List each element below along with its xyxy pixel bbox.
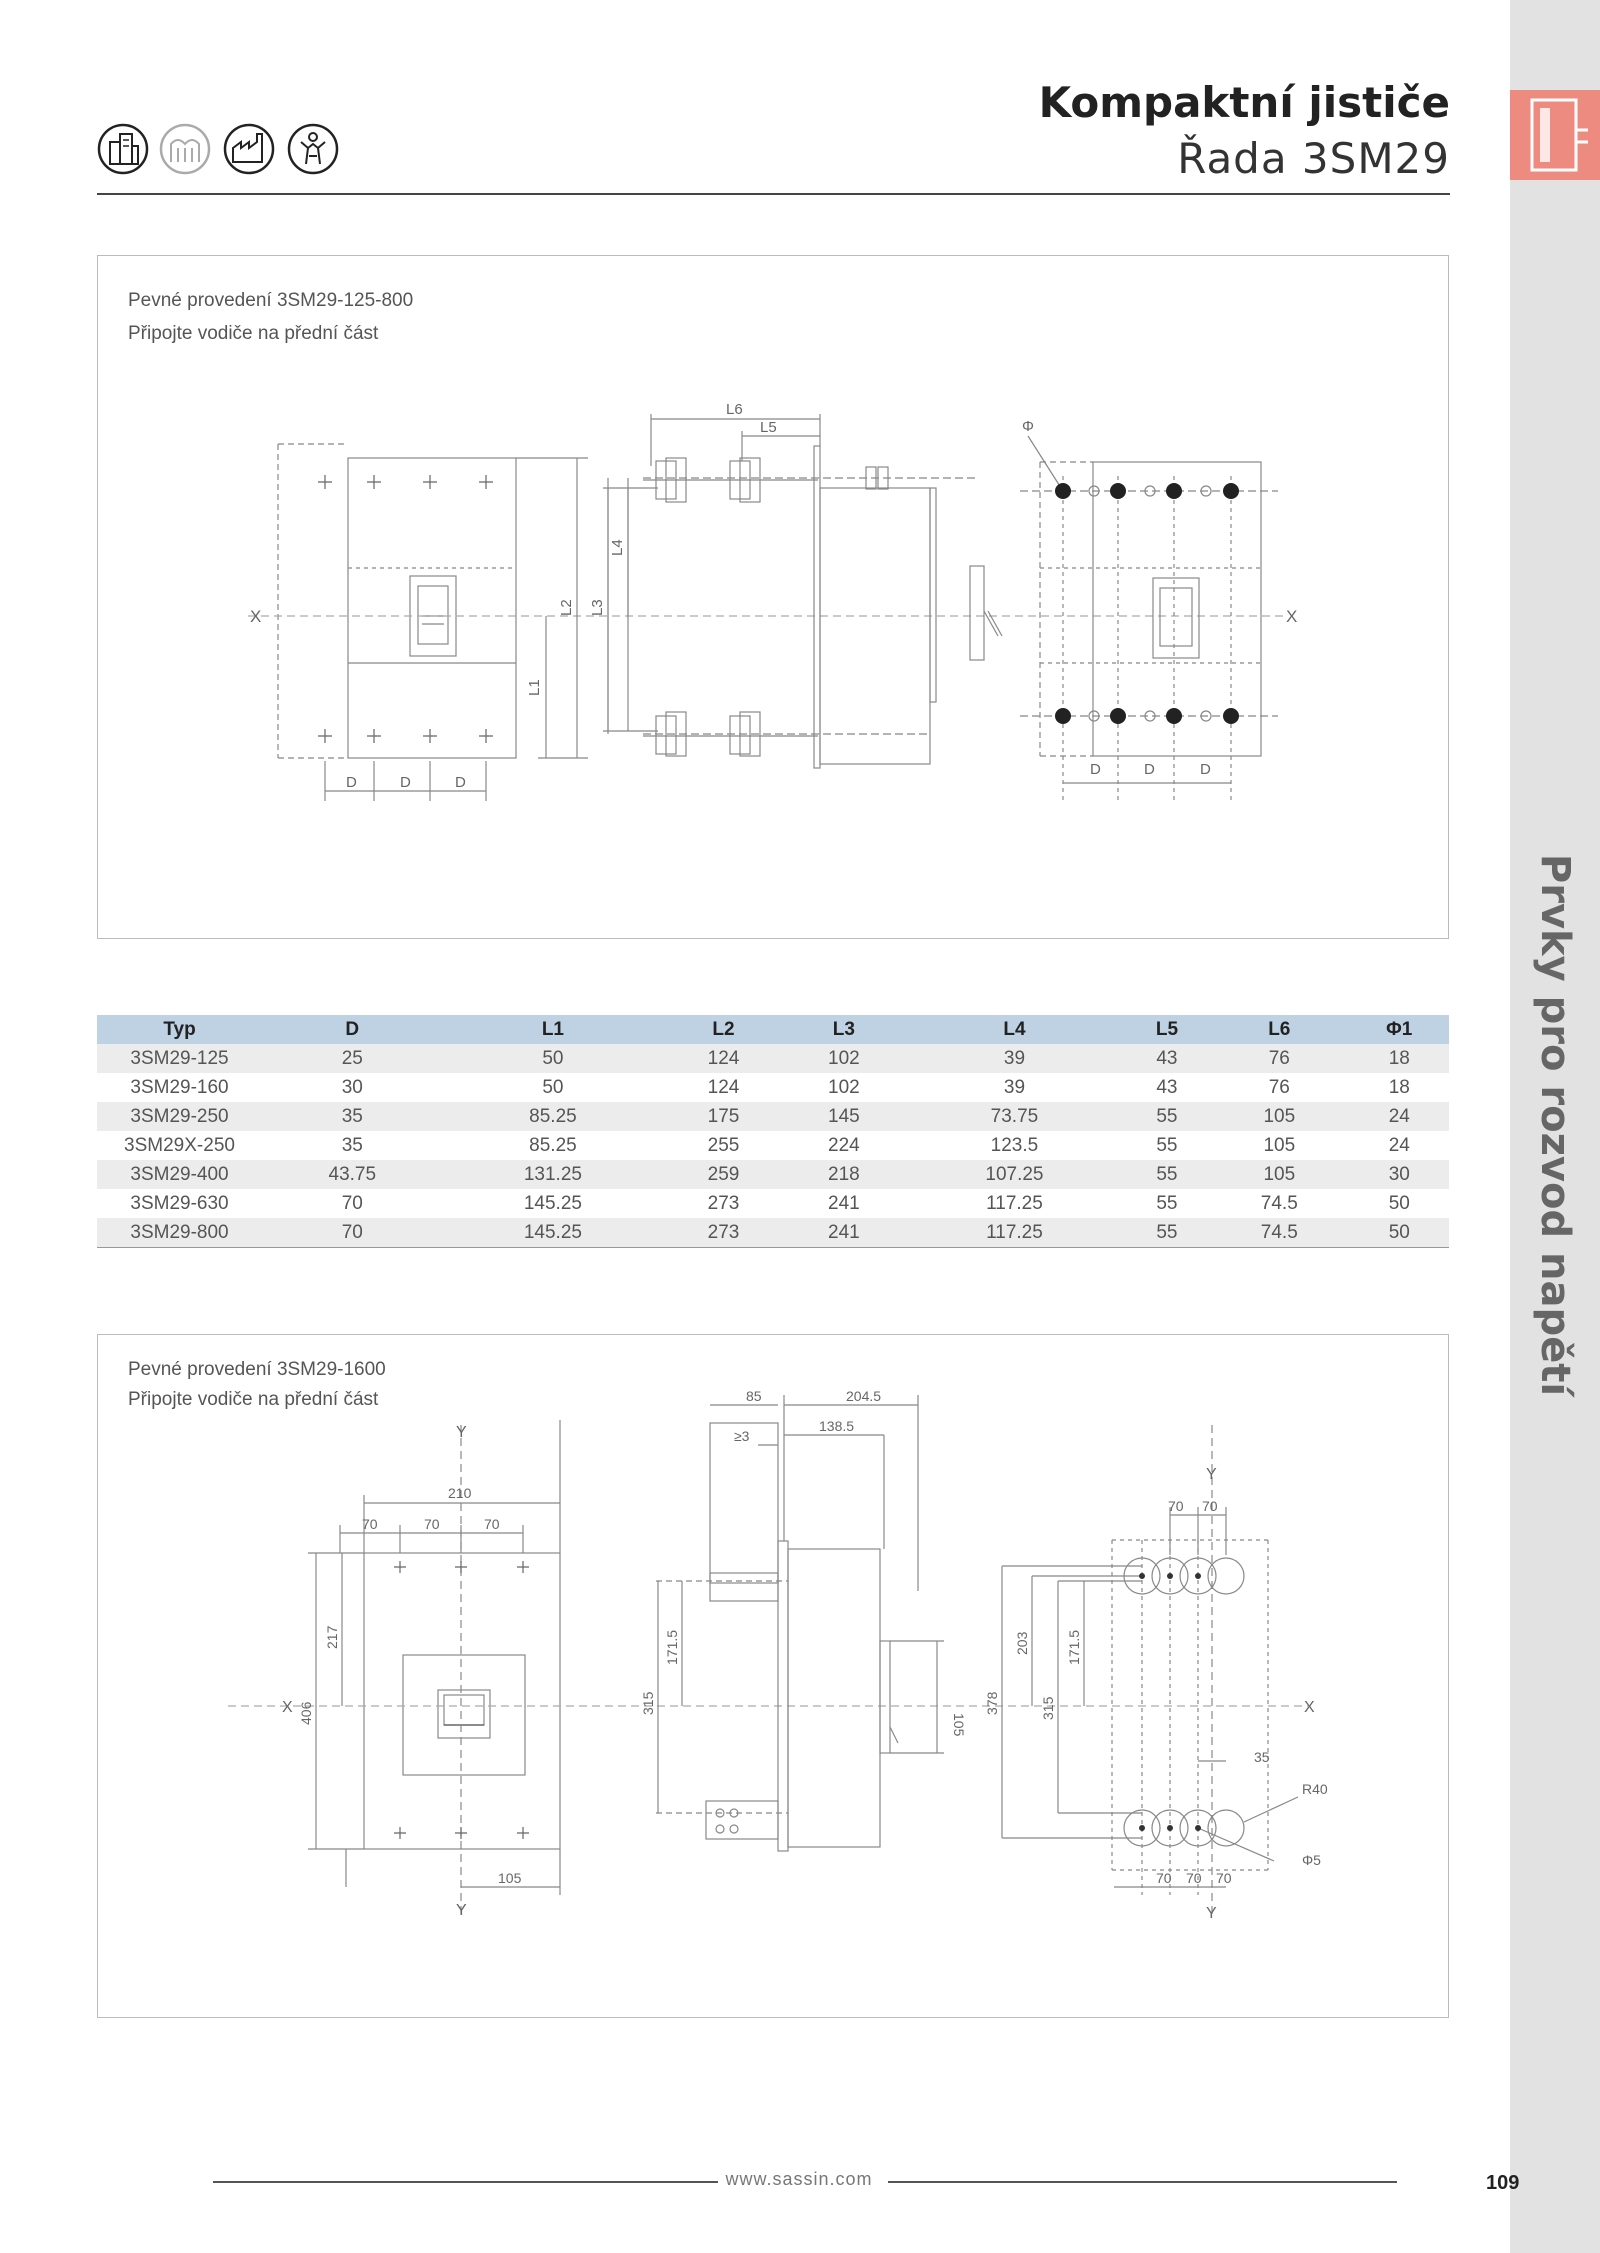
cell: 55 — [1125, 1160, 1209, 1189]
table-row — [97, 1073, 1449, 1102]
dimension-drawing-1600 — [98, 1335, 1448, 2017]
dimensions-table — [97, 1015, 1449, 1248]
panel-caption-title: Pevné provedení 3SM29-125-800 — [128, 290, 414, 311]
phi-dim-label: Φ — [1022, 418, 1034, 435]
cell: 73.75 — [904, 1102, 1125, 1131]
dim-315: 315 — [640, 1691, 656, 1715]
cell: 74.5 — [1209, 1218, 1349, 1248]
l3-dim-label: L3 — [589, 599, 606, 616]
dim-171-5: 171.5 — [664, 1629, 680, 1665]
dim-105: 105 — [951, 1713, 967, 1737]
cell: 145.25 — [443, 1218, 664, 1248]
front-view — [228, 1420, 1308, 1915]
cell: 117.25 — [986, 1192, 1043, 1214]
breaker-icon — [1510, 90, 1600, 180]
page-subtitle: Řada 3SM29 — [1177, 134, 1450, 183]
x-axis-label: X — [1286, 607, 1298, 626]
col-l2: L2 — [663, 1015, 783, 1044]
dim-70: 70 — [424, 1516, 440, 1532]
dim-ge3: ≥3 — [734, 1428, 750, 1444]
l4-dim-label: L4 — [609, 539, 626, 556]
dim-35: 35 — [1254, 1749, 1270, 1765]
dim-70: 70 — [1216, 1870, 1232, 1886]
l2-dim-label: L2 — [558, 599, 575, 616]
y-axis-label: Y — [1206, 1905, 1217, 1922]
footer-rule — [888, 2181, 1397, 2183]
dim-105: 105 — [498, 1870, 522, 1886]
drawing-panel-1600 — [97, 1334, 1449, 2018]
col-l4: L4 — [904, 1015, 1125, 1044]
cell: 43.75 — [262, 1160, 443, 1189]
cell: 76 — [1209, 1044, 1349, 1073]
cell-typ: 3SM29-250 — [97, 1102, 262, 1131]
cell: 145.25 — [523, 1192, 582, 1214]
person-icon — [289, 125, 337, 173]
cell-typ: 3SM29-400 — [97, 1160, 262, 1189]
cell: 102 — [784, 1044, 904, 1073]
cell: 241 — [828, 1192, 860, 1214]
industry-icon — [161, 125, 209, 173]
cell: 18 — [1388, 1076, 1410, 1098]
l1-dim-label: L1 — [526, 679, 543, 696]
section-title: Prvky pro rozvod napětí — [1532, 853, 1578, 1397]
cell: 218 — [784, 1160, 904, 1189]
cell: 50 — [542, 1076, 564, 1098]
cell: 123.5 — [990, 1134, 1039, 1156]
cell: 102 — [828, 1076, 860, 1098]
cell: 107.25 — [904, 1160, 1125, 1189]
dim-70: 70 — [1156, 1870, 1172, 1886]
d-dim-label: D — [1090, 761, 1101, 778]
col-l6: L6 — [1209, 1015, 1349, 1044]
cell: 50 — [1350, 1218, 1449, 1248]
col-l1: L1 — [443, 1015, 664, 1044]
dim-138-5: 138.5 — [819, 1418, 855, 1434]
panel-caption-note: Připojte vodiče na přední část — [128, 1389, 379, 1410]
page-title: Kompaktní jističe — [1038, 78, 1450, 127]
cell: 105 — [1209, 1102, 1349, 1131]
cell: 50 — [443, 1044, 664, 1073]
cell: 55 — [1125, 1102, 1209, 1131]
cell: 105 — [1209, 1160, 1349, 1189]
front-view — [248, 444, 1288, 801]
panel-caption-note: Připojte vodiče na přední část — [128, 323, 379, 344]
dim-204-5: 204.5 — [846, 1388, 882, 1404]
cell: 24 — [1388, 1134, 1410, 1156]
cell: 35 — [262, 1102, 443, 1131]
dim-r40: R40 — [1302, 1781, 1328, 1797]
dim-171-5: 171.5 — [1066, 1629, 1082, 1665]
cell: 175 — [663, 1102, 783, 1131]
cell: 145 — [784, 1102, 904, 1131]
cell: 55 — [1156, 1192, 1178, 1214]
section-tab[interactable] — [1510, 90, 1600, 180]
cell: 105 — [1263, 1134, 1296, 1156]
cell: 224 — [828, 1134, 860, 1156]
back-view — [1002, 1425, 1298, 1915]
col-typ: Typ — [97, 1015, 262, 1044]
page-number: 109 — [1486, 2172, 1520, 2194]
col-phi1: Φ1 — [1350, 1015, 1449, 1044]
cell-typ: 3SM29-800 — [97, 1218, 262, 1248]
dim-70: 70 — [1186, 1870, 1202, 1886]
cell: 35 — [341, 1134, 363, 1156]
dim-70: 70 — [484, 1516, 500, 1532]
cell: 43 — [1156, 1076, 1178, 1098]
d-dim-label: D — [400, 774, 411, 791]
cell: 124 — [707, 1076, 740, 1098]
cell: 85.25 — [443, 1102, 664, 1131]
dimension-drawing-125-800 — [98, 256, 1448, 938]
dim-70: 70 — [1168, 1498, 1184, 1514]
dim-203: 203 — [1014, 1631, 1030, 1655]
dim-378: 378 — [984, 1691, 1000, 1715]
cell: 55 — [1156, 1134, 1178, 1156]
cell: 124 — [663, 1044, 783, 1073]
cell: 50 — [1388, 1192, 1410, 1214]
drawing-panel-125-800 — [97, 255, 1449, 939]
table-row — [97, 1218, 1449, 1248]
cell: 255 — [707, 1134, 740, 1156]
cell: 39 — [904, 1044, 1125, 1073]
footer-url[interactable]: www.sassin.com — [725, 2169, 873, 2189]
cell: 18 — [1350, 1044, 1449, 1073]
d-dim-label: D — [346, 774, 357, 791]
x-axis-label: X — [282, 1699, 293, 1716]
l6-dim-label: L6 — [726, 401, 743, 418]
table-row — [97, 1189, 1449, 1218]
d-dim-label: D — [455, 774, 466, 791]
l5-dim-label: L5 — [760, 419, 777, 436]
y-axis-label: Y — [456, 1902, 467, 1919]
dim-217: 217 — [324, 1625, 340, 1649]
dim-85: 85 — [746, 1388, 762, 1404]
cell-typ: 3SM29-125 — [97, 1044, 262, 1073]
cell: 131.25 — [443, 1160, 664, 1189]
side-view — [603, 414, 1002, 768]
cell: 259 — [663, 1160, 783, 1189]
cell: 74.5 — [1260, 1192, 1298, 1214]
dim-406: 406 — [298, 1701, 314, 1725]
application-icons — [96, 122, 341, 178]
table-header-row — [97, 1015, 1449, 1044]
table-row — [97, 1160, 1449, 1189]
y-axis-label: Y — [1206, 1466, 1217, 1483]
col-d: D — [262, 1015, 443, 1044]
dim-315: 315 — [1040, 1696, 1056, 1720]
dim-70: 70 — [1202, 1498, 1218, 1514]
cell: 241 — [784, 1218, 904, 1248]
cell: 85.25 — [529, 1134, 577, 1156]
x-axis-label: X — [1304, 1699, 1315, 1716]
cell: 70 — [341, 1192, 363, 1214]
dim-210: 210 — [448, 1485, 472, 1501]
table-row — [97, 1044, 1449, 1073]
table-row — [97, 1131, 1449, 1160]
cell: 30 — [341, 1076, 363, 1098]
dim-phi5: Φ5 — [1302, 1852, 1321, 1868]
cell: 273 — [663, 1218, 783, 1248]
cell: 30 — [1350, 1160, 1449, 1189]
cell-typ: 3SM29-160 — [130, 1076, 229, 1098]
col-l3: L3 — [784, 1015, 904, 1044]
d-dim-label: D — [1144, 761, 1155, 778]
dim-70: 70 — [362, 1516, 378, 1532]
cell: 39 — [1003, 1076, 1026, 1098]
y-axis-label: Y — [456, 1424, 467, 1441]
cell: 70 — [262, 1218, 443, 1248]
building-icon — [99, 125, 147, 173]
factory-icon — [225, 125, 273, 173]
footer-rule — [213, 2181, 718, 2183]
cell: 25 — [262, 1044, 443, 1073]
d-dim-label: D — [1200, 761, 1211, 778]
side-view — [656, 1395, 944, 1851]
cell: 273 — [707, 1192, 740, 1214]
cell-typ: 3SM29X-250 — [124, 1134, 235, 1156]
cell: 55 — [1125, 1218, 1209, 1248]
header-rule — [97, 193, 1450, 195]
cell-typ: 3SM29-630 — [130, 1192, 229, 1214]
cell: 76 — [1268, 1076, 1290, 1098]
cell: 43 — [1125, 1044, 1209, 1073]
col-l5: L5 — [1125, 1015, 1209, 1044]
x-axis-label: X — [250, 607, 262, 626]
panel-caption-title: Pevné provedení 3SM29-1600 — [128, 1359, 386, 1380]
cell: 117.25 — [904, 1218, 1125, 1248]
table-row — [97, 1102, 1449, 1131]
cell: 24 — [1350, 1102, 1449, 1131]
